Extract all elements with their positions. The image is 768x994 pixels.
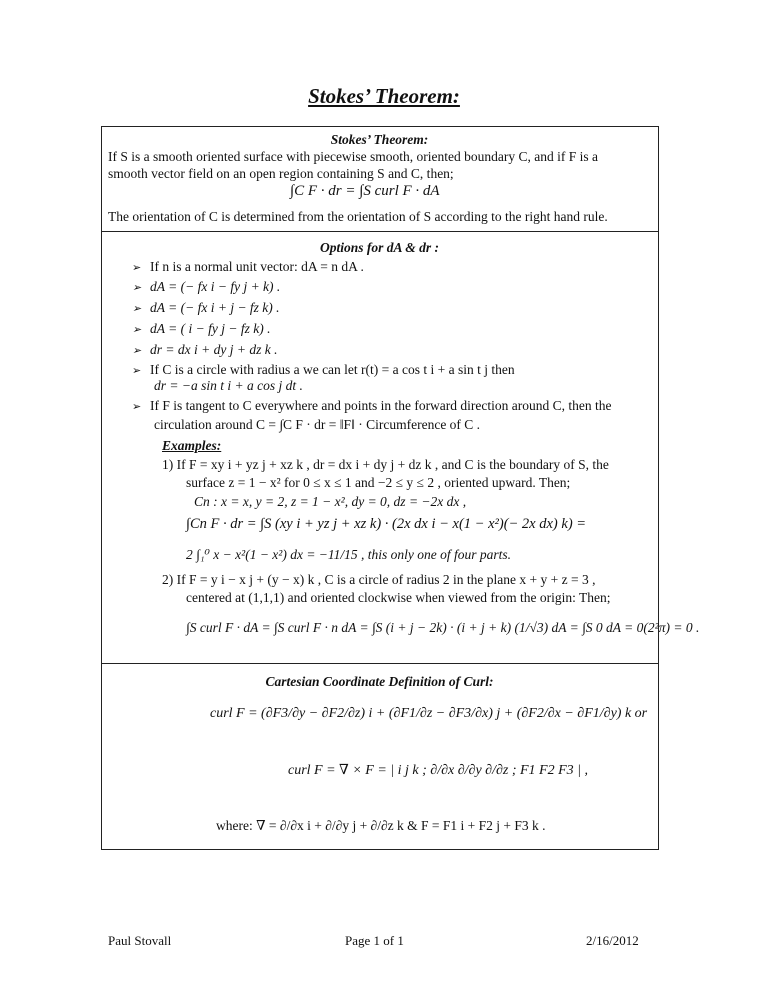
- option-item-da-3: ➢ dA = ( i − fy j − fz k) .: [132, 321, 271, 336]
- example-1-line-2: surface z = 1 − x² for 0 ≤ x ≤ 1 and −2 ≤ y ≤ 2 , oriented upward. Then;: [186, 475, 571, 490]
- nabla-definition: where: ∇ = ∂/∂x i + ∂/∂y j + ∂/∂z k & F = F1 i + F2 j + F3 k .: [216, 818, 546, 833]
- option-item-dr: ➢ dr = dx i + dy j + dz k .: [132, 342, 278, 357]
- example-2-line-3: ∫S curl F · dA = ∫S curl F · n dA = ∫S (i + j − 2k) · (i + j + k) (1/√3) dA = ∫S 0 dA = 0(2²π) = 0 .: [186, 620, 700, 635]
- arrow-bullet-icon: ➢: [132, 262, 142, 274]
- option-item-normal: ➢ If n is a normal unit vector: dA = n dA .: [132, 259, 364, 274]
- curl-heading: Cartesian Coordinate Definition of Curl:: [265, 674, 494, 689]
- example-1-line-4: ∫Cn F · dr = ∫S (xy i + yz j + xz k) · (2x dx i − x(1 − x²)(− 2x dx) k) =: [186, 516, 587, 532]
- theorem-line-2: smooth vector field on an open region containing S and C, then;: [108, 166, 454, 181]
- example-2-line-1: 2) If F = y i − x j + (y − x) k , C is a circle of radius 2 in the plane x + y + z = 3 ,: [162, 572, 596, 587]
- curl-box: [101, 663, 659, 850]
- theorem-heading: Stokes’ Theorem:: [330, 132, 429, 147]
- curl-definition-components: curl F = (∂F3/∂y − ∂F2/∂z) i + (∂F1/∂z − ∂F3/∂x) j + (∂F2/∂x − ∂F1/∂y) k or: [210, 706, 648, 721]
- example-1-line-3: Cn : x = x, y = 2, z = 1 − x², dy = 0, dz = −2x dx ,: [194, 494, 467, 509]
- examples-heading: Examples:: [162, 438, 222, 453]
- footer-author: Paul Stovall: [108, 933, 172, 948]
- arrow-bullet-icon: ➢: [132, 324, 142, 336]
- option-item-circle: ➢ If C is a circle with radius a we can let r(t) = a cos t i + a sin t j then: [132, 362, 515, 377]
- options-box: [101, 231, 700, 664]
- option-circulation: circulation around C = ∫C F · dr = ‖F‖ · Circumference of C .: [154, 417, 481, 432]
- document-title: Stokes’ Theorem:: [308, 84, 460, 108]
- option-circle-dr: dr = −a sin t i + a cos j dt .: [154, 378, 303, 393]
- footer-page-number: Page 1 of 1: [345, 933, 404, 948]
- example-1-line-1: 1) If F = xy i + yz j + xz k , dr = dx i + dy j + dz k , and C is the boundary of S, the: [162, 457, 609, 472]
- footer-date: 2/16/2012: [586, 933, 639, 948]
- curl-definition-determinant: curl F = ∇ × F = | i j k ; ∂/∂x ∂/∂y ∂/∂z ; F1 F2 F3 | ,: [288, 763, 588, 778]
- arrow-bullet-icon: ➢: [132, 282, 142, 294]
- orientation-note: The orientation of C is determined from the orientation of S according to the right hand rule.: [108, 209, 608, 224]
- arrow-bullet-icon: ➢: [132, 303, 142, 315]
- option-item-tangent: ➢ If F is tangent to C everywhere and points in the forward direction around C, then the: [132, 398, 612, 413]
- option-item-da-1: ➢ dA = (− fx i − fy j + k) .: [132, 279, 281, 294]
- stokes-formula: ∫C F · dr = ∫S curl F · dA: [290, 183, 440, 199]
- arrow-bullet-icon: ➢: [132, 345, 142, 357]
- options-heading: Options for dA & dr :: [320, 240, 439, 255]
- arrow-bullet-icon: ➢: [132, 401, 142, 413]
- option-item-da-2: ➢ dA = (− fx i + j − fz k) .: [132, 300, 280, 315]
- example-1-line-5: 2 ∫₁⁰ x − x²(1 − x²) dx = −11/15 , this only one of four parts.: [186, 547, 512, 562]
- theorem-box: [101, 126, 659, 232]
- theorem-line-1: If S is a smooth oriented surface with piecewise smooth, oriented boundary C, and if F is a: [108, 149, 599, 164]
- arrow-bullet-icon: ➢: [132, 365, 142, 377]
- example-2-line-2: centered at (1,1,1) and oriented clockwise when viewed from the origin: Then;: [186, 590, 611, 605]
